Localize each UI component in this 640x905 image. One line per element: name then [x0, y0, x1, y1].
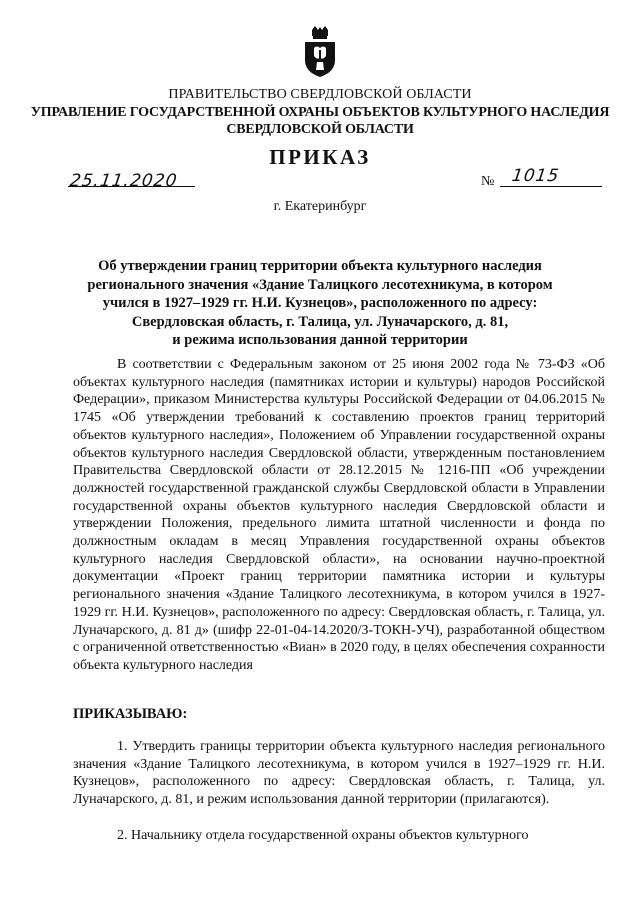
- subject-line-4: Свердловская область, г. Талица, ул. Луначарского, д. 81,: [131, 313, 509, 330]
- number-underline: [500, 186, 602, 187]
- order-item-2: 2. Начальнику отдела государственной охраны объектов культурного: [117, 828, 529, 843]
- date-underline: [68, 186, 195, 187]
- department-name: [0, 104, 640, 138]
- government-name: ПРАВИТЕЛЬСТВО СВЕРДЛОВСКОЙ ОБЛАСТИ: [168, 87, 472, 102]
- document-number: 1015: [510, 166, 561, 186]
- document-subject: [0, 257, 640, 350]
- order-heading: ПРИКАЗЫВАЮ:: [73, 706, 188, 722]
- subject-line-1: Об утверждении границ территории объекта культурного наследия: [98, 258, 542, 274]
- city: г. Екатеринбург: [273, 199, 367, 214]
- department-line-1: УПРАВЛЕНИЕ ГОСУДАРСТВЕННОЙ ОХРАНЫ ОБЪЕКТОВ КУЛЬТУРНОГО НАСЛЕДИЯ: [30, 105, 610, 120]
- document-type: ПРИКАЗ: [269, 145, 371, 169]
- document-date: 25.11.2020: [68, 171, 179, 191]
- subject-line-3: учился в 1927–1929 гг. Н.И. Кузнецов», расположенного по адресу:: [102, 295, 538, 311]
- department-line-2: СВЕРДЛОВСКОЙ ОБЛАСТИ: [226, 122, 414, 137]
- preamble-paragraph: В соответствии с Федеральным законом от 25 июня 2002 года № 73-ФЗ «Об объектах культурного наследия (памятниках истории и культуры) народов Российской Федерации», приказом Министерства культуры Российской Федерации от 04.06.2015 № 1745 «Об утверждении требований к составлению проектов границ территорий объектов культурного наследия», Положением об Управлении государственной охраны объектов культурного наследия Свердловской области, утвержденным постановлением Правительства Свердловской области от 28.12.2015 № 1216-ПП «Об учреждении должностей государственной гражданской службы Свердловской области в Управлении государственной охраны объектов культурного наследия Свердловской области и утверждении Положения, предельного лимита штатной численности и фонда по должностным окладам в месяц Управления государственной охраны объектов культурного наследия Свердловской области», на основании научно-проектной документации «Проект границ территории памятника истории и культуры регионального значения «Здание Талицкого лесотехникума, в котором учился в 1927-1929 гг. Н.И. Кузнецов», расположенного по адресу: Свердловская область, г. Талица, ул. Луначарского, д. 81 д» (шифр 22-01-04-14.2020/З-ТОКН-УЧ), разработанной обществом с ограниченной ответственностью «Виан» в 2020 году, в целях обеспечения сохранности объекта культурного наследия: [73, 357, 605, 673]
- subject-line-2: регионального значения «Здание Талицкого лесотехникума, в котором: [87, 276, 553, 293]
- coat-of-arms-icon: [302, 26, 338, 78]
- subject-line-5: и режима использования данной территории: [172, 332, 468, 348]
- order-item-1: 1. Утвердить границы территории объекта культурного наследия регионального значения «Здание Талицкого лесотехникума, в котором учился в 1927–1929 гг. Н.И. Кузнецов», расположенного по адресу: Свердловская область, г. Талица, ул. Луначарского, д. 81, и режим использования данной территории (прилагаются).: [73, 739, 605, 808]
- number-label: №: [481, 174, 495, 189]
